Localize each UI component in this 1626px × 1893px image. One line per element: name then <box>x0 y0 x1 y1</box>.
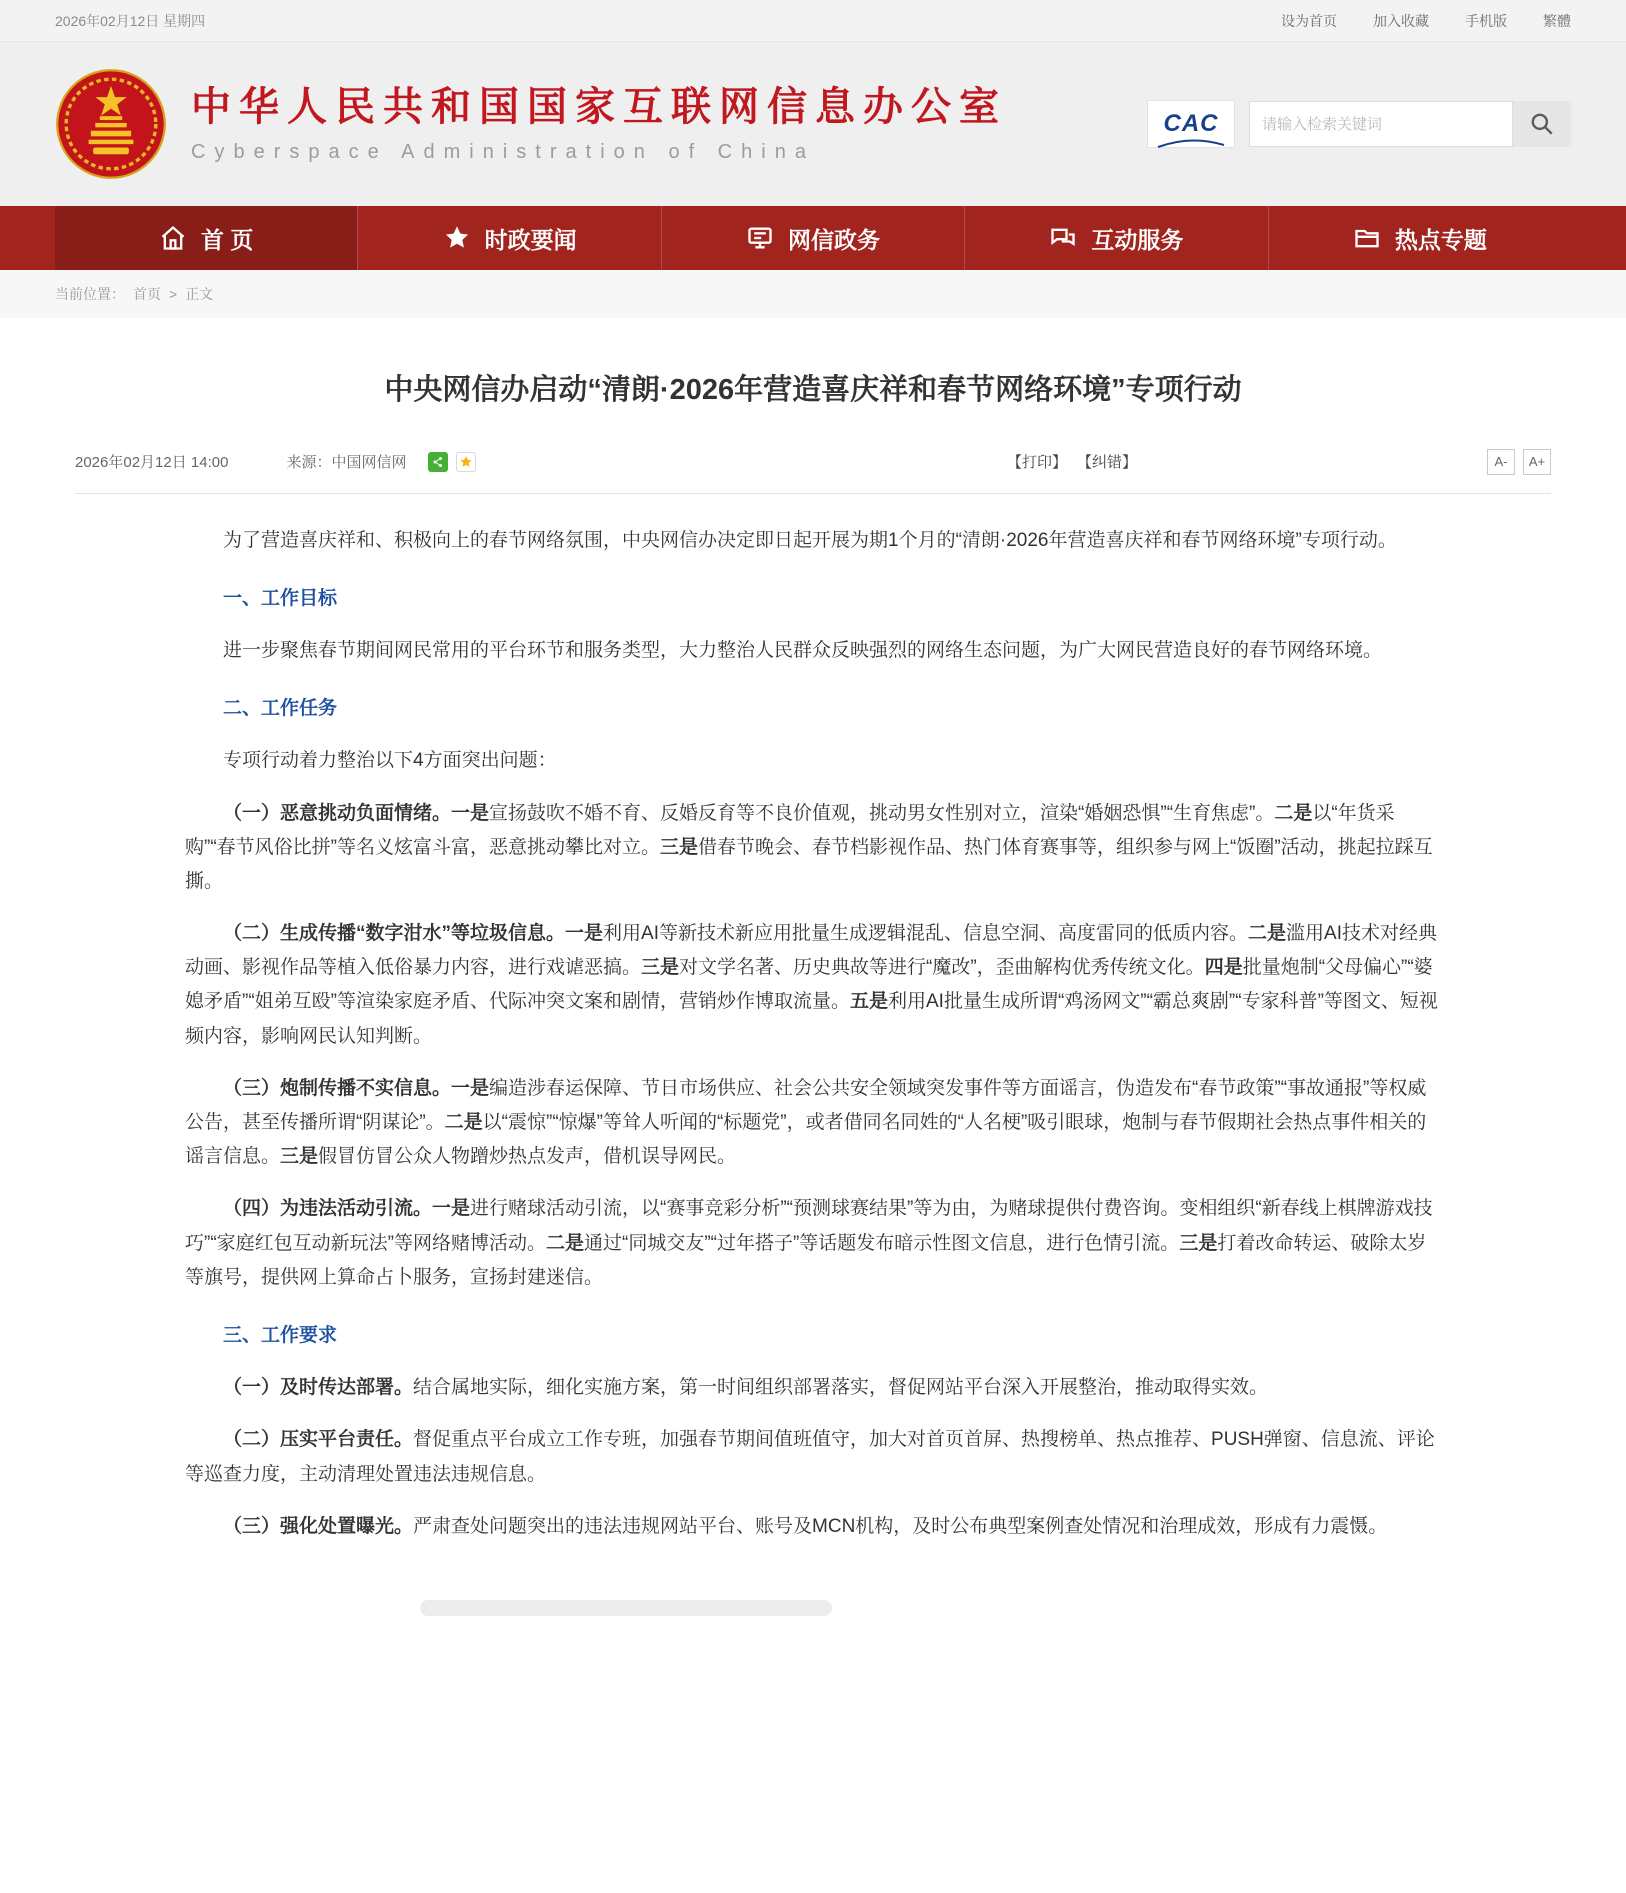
section-heading <box>185 582 1441 616</box>
home-icon <box>159 224 187 252</box>
nav-label-home: 首 页 <box>201 226 254 253</box>
star-icon <box>443 224 471 252</box>
article <box>0 318 1626 1706</box>
font-decrease-button[interactable]: A- <box>1487 449 1515 475</box>
page-bottom-scrollbar <box>420 1600 832 1616</box>
wechat-share-icon[interactable] <box>428 452 448 472</box>
main-navigation <box>0 206 1626 270</box>
bold-text-segment: 五是 <box>849 991 888 1013</box>
article-body <box>185 524 1441 1544</box>
set-homepage-link[interactable]: 设为首页 <box>1281 12 1337 29</box>
text-segment: 滥用AI技术对经典动画、影视作品等植入低俗暴力内容，进行戏谑恶搞。 <box>185 923 1437 979</box>
article-paragraph <box>185 1072 1441 1175</box>
bold-text-segment: （二）生成传播“数字泔水”等垃圾信息。 <box>223 923 566 945</box>
traditional-chinese-link[interactable]: 繁體 <box>1543 12 1571 29</box>
bold-text-segment: （一）及时传达部署。 <box>223 1377 414 1399</box>
text-segment: 以“年货采购”“春节风俗比拼”等名义炫富斗富，恶意挑动攀比对立。 <box>185 802 1395 858</box>
bold-text-segment: 三是 <box>641 957 680 979</box>
article-paragraph <box>185 524 1441 558</box>
article-paragraph <box>185 744 1441 778</box>
breadcrumb <box>0 270 1626 318</box>
bold-text-segment: 二是 <box>444 1112 483 1134</box>
text-segment: 结合属地实际，细化实施方案，第一时间组织部署落实，督促网站平台深入开展整治，推动取得实效。 <box>413 1377 1269 1399</box>
article-meta <box>75 449 1551 494</box>
font-size-controls <box>1487 449 1551 475</box>
bold-text-segment: 三是 <box>659 836 698 858</box>
bold-text-segment: 一、工作目标 <box>223 587 338 609</box>
article-paragraph <box>185 1192 1441 1295</box>
bold-text-segment: 二是 <box>1274 802 1313 824</box>
text-segment: 通过“同城交友”“过年搭子”等话题发布暗示性图文信息，进行色情引流。 <box>584 1232 1180 1254</box>
text-segment: 利用AI等新技术新应用批量生成逻辑混乱、信息空洞、高度雷同的低质内容。 <box>603 923 1248 945</box>
text-segment: 假冒仿冒公众人物蹭炒热点发声，借机误导网民。 <box>318 1146 737 1168</box>
mobile-version-link[interactable]: 手机版 <box>1465 12 1507 29</box>
bold-text-segment: （四）为违法活动引流。 <box>223 1198 433 1220</box>
text-segment: 进一步聚焦春节期间网民常用的平台环节和服务类型，大力整治人民群众反映强烈的网络生态问题，为广大网民营造良好的春节网络环境。 <box>223 639 1383 661</box>
article-paragraph <box>185 797 1441 900</box>
bold-text-segment: （二）压实平台责任。 <box>223 1429 414 1451</box>
site-logo[interactable] <box>55 68 1007 180</box>
bold-text-segment: 二、工作任务 <box>223 698 338 720</box>
site-title-block <box>191 85 1007 164</box>
font-increase-button[interactable]: A+ <box>1523 449 1551 475</box>
bold-text-segment: 一是 <box>565 923 604 945</box>
text-segment: 打着改命转运、破除太岁等旗号，提供网上算命占卜服务，宣扬封建迷信。 <box>185 1232 1427 1288</box>
qzone-share-icon[interactable] <box>456 452 476 472</box>
text-segment: 利用AI批量生成所谓“鸡汤网文”“霸总爽剧”“专家科普”等图文、短视频内容，影响网民认知判断。 <box>185 991 1438 1047</box>
share-icons <box>428 452 476 472</box>
text-segment: 宣扬鼓吹不婚不育、反婚反育等不良价值观，挑动男女性别对立，渲染“婚姻恐惧”“生育焦虑”。 <box>489 802 1275 824</box>
article-paragraph <box>185 1510 1441 1544</box>
cac-logo <box>1147 100 1235 148</box>
source-label: 来源： <box>286 454 332 472</box>
article-paragraph <box>185 1371 1441 1405</box>
nav-item-news[interactable] <box>357 206 660 270</box>
section-heading <box>185 692 1441 726</box>
monitor-icon <box>746 224 774 252</box>
chat-icon <box>1049 224 1077 252</box>
article-paragraph <box>185 917 1441 1054</box>
text-segment: 以“震惊”“惊爆”等耸人听闻的“标题党”，或者借同名同姓的“人名梗”吸引眼球，炮制与春节假期社会热点事件相关的谣言信息。 <box>185 1112 1427 1168</box>
bold-text-segment: 三、工作要求 <box>223 1324 338 1346</box>
bold-text-segment: 二是 <box>1248 923 1287 945</box>
site-subtitle: Cyberspace Administration of China <box>191 140 815 163</box>
folder-icon <box>1353 224 1381 252</box>
bold-text-segment: （一）恶意挑动负面情绪。 <box>223 802 452 824</box>
error-report-link[interactable]: 【纠错】 <box>1076 454 1137 472</box>
nav-label-egov: 网信政务 <box>788 226 881 253</box>
print-link[interactable]: 【打印】 <box>1006 454 1067 472</box>
article-paragraph <box>185 634 1441 668</box>
bold-text-segment: 四是 <box>1204 957 1243 979</box>
text-segment: 严肃查处问题突出的违法违规网站平台、账号及MCN机构，及时公布典型案例查处情况和治理成效，形成有力震慑。 <box>413 1515 1388 1537</box>
publish-datetime: 2026年02月12日 14:00 <box>75 454 229 472</box>
search-input[interactable] <box>1249 101 1513 147</box>
nav-item-interaction[interactable] <box>964 206 1267 270</box>
article-paragraph <box>185 1423 1441 1491</box>
breadcrumb-current: 正文 <box>185 286 214 302</box>
text-segment: 专项行动着力整治以下4方面突出问题： <box>223 750 557 772</box>
site-title: 中华人民共和国国家互联网信息办公室 <box>191 84 1007 129</box>
nav-label-interaction: 互动服务 <box>1091 226 1184 253</box>
nav-item-home[interactable] <box>55 206 357 270</box>
text-segment: 督促重点平台成立工作专班，加强春节期间值班值守，加大对首页首屏、热搜榜单、热点推荐、PUSH弹窗、信息流、评论等巡查力度，主动清理处置违法违规信息。 <box>185 1429 1435 1485</box>
article-source <box>286 451 406 472</box>
text-segment: 借春节晚会、春节档影视作品、热门体育赛事等，组织参与网上“饭圈”活动，挑起拉踩互撕。 <box>185 836 1433 892</box>
bold-text-segment: （三）强化处置曝光。 <box>223 1515 414 1537</box>
search-icon <box>1529 111 1555 137</box>
nav-item-topics[interactable] <box>1268 206 1571 270</box>
source-value: 中国网信网 <box>331 454 407 472</box>
nav-label-news: 时政要闻 <box>484 226 577 253</box>
breadcrumb-label: 当前位置： <box>55 286 125 302</box>
search-button[interactable] <box>1513 101 1571 147</box>
bold-text-segment: 一是 <box>451 802 490 824</box>
top-utility-bar <box>0 0 1626 42</box>
article-title: 中央网信办启动“清朗·2026年营造喜庆祥和春节网络环境”专项行动 <box>384 374 1242 406</box>
cac-logo-text: CAC <box>1163 110 1219 137</box>
bold-text-segment: 二是 <box>545 1232 584 1254</box>
national-emblem-icon <box>55 68 167 180</box>
breadcrumb-separator: > <box>169 286 178 302</box>
bold-text-segment: 一是 <box>451 1077 490 1099</box>
section-heading <box>185 1319 1441 1353</box>
bold-text-segment: 三是 <box>1179 1232 1218 1254</box>
text-segment: 对文学名著、历史典故等进行“魔改”，歪曲解构优秀传统文化。 <box>679 957 1205 979</box>
bold-text-segment: （三）炮制传播不实信息。 <box>223 1077 452 1099</box>
nav-item-egov[interactable] <box>661 206 964 270</box>
article-actions <box>1007 451 1137 472</box>
bold-text-segment: 三是 <box>280 1146 319 1168</box>
cac-logo-swoosh-icon <box>1156 139 1226 151</box>
site-header <box>0 42 1626 206</box>
current-date: 2026年02月12日 星期四 <box>55 12 206 29</box>
search-area <box>1147 100 1571 148</box>
text-segment: 进行赌球活动引流，以“赛事竞彩分析”“预测球赛结果”等为由，为赌球提供付费咨询。变相组织“新春线上棋牌游戏技巧”“家庭红包互动新玩法”等网络赌博活动。 <box>185 1198 1433 1254</box>
breadcrumb-home-link[interactable]: 首页 <box>133 286 161 302</box>
bold-text-segment: 一是 <box>432 1198 471 1220</box>
add-favorite-link[interactable]: 加入收藏 <box>1373 12 1429 29</box>
utility-links <box>1281 11 1571 31</box>
text-segment: 为了营造喜庆祥和、积极向上的春节网络氛围，中央网信办决定即日起开展为期1个月的“清朗·2026年营造喜庆祥和春节网络环境”专项行动。 <box>223 529 1397 551</box>
text-segment: 编造涉春运保障、节日市场供应、社会公共安全领域突发事件等方面谣言，伪造发布“春节政策”“事故通报”等权威公告，甚至传播所谓“阴谋论”。 <box>185 1077 1427 1134</box>
nav-label-topics: 热点专题 <box>1394 226 1487 253</box>
text-segment: 批量炮制“父母偏心”“婆媳矛盾”“姐弟互殴”等渲染家庭矛盾、代际冲突文案和剧情，营销炒作博取流量。 <box>185 957 1433 1013</box>
